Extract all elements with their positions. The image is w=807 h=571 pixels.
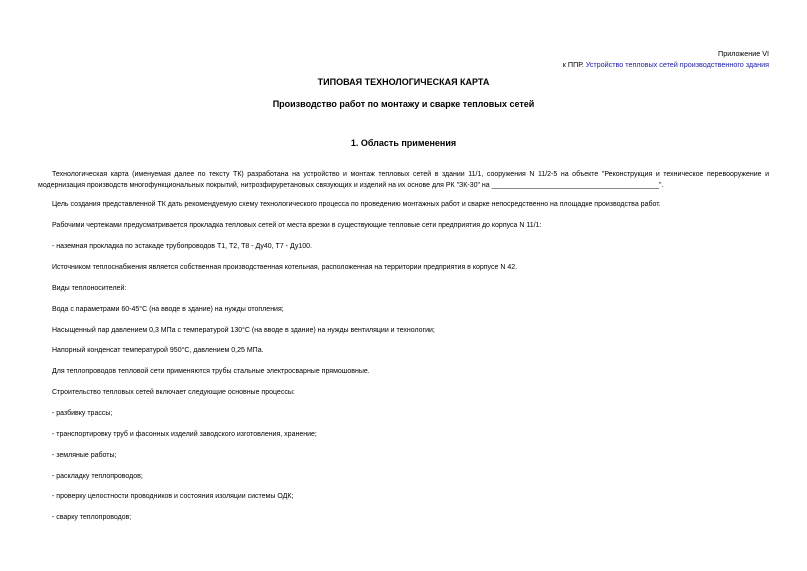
paragraph: Для теплопроводов тепловой сети применяются трубы стальные электросварные прямошовные.	[52, 368, 370, 375]
list-item: - раскладку теплопроводов;	[52, 473, 143, 480]
document-header	[563, 48, 769, 70]
list-item: - сварку теплопроводов;	[52, 514, 132, 521]
list-item: - наземная прокладка по эстакаде трубопроводов Т1, Т2, Т8 - Ду40, Т7 - Ду100.	[52, 243, 312, 250]
appendix-label: Приложение VI	[718, 49, 769, 58]
list-item: - проверку целостности проводников и состояния изоляции системы ОДК;	[52, 493, 294, 500]
appendix-link[interactable]: Устройство тепловых сетей производственного здания	[585, 60, 769, 69]
paragraph: Строительство тепловых сетей включает следующие основные процессы:	[52, 389, 295, 396]
page-subtitle: Производство работ по монтажу и сварке тепловых сетей	[272, 99, 535, 109]
paragraph: Цель создания представленной ТК дать рекомендуемую схему технологического процесса по проведению монтажных работ и сварке непосредственно на площадке производства работ.	[52, 201, 661, 208]
paragraph: Виды теплоносителей:	[52, 285, 127, 292]
paragraph: Насыщенный пар давлением 0,3 МПа с температурой 130°С (на вводе в здание) на нужды вентиляции и технологии;	[52, 327, 435, 334]
paragraph: Напорный конденсат температурой 950°С, давлением 0,25 МПа.	[52, 347, 264, 354]
paragraph: Источником теплоснабжения является собственная производственная котельная, расположенная на территории предприятия в корпусе N 42.	[52, 264, 518, 271]
paragraph: Рабочими чертежами предусматривается прокладка тепловых сетей от места врезки в существующие тепловые сети предприятия до корпуса N 11/1:	[52, 222, 542, 229]
appendix-prefix: к ППР.	[562, 60, 584, 69]
paragraph: Вода с параметрами 60-45°С (на вводе в здание) на нужды отопления;	[52, 306, 284, 313]
list-item: - земляные работы;	[52, 452, 117, 459]
page-title: ТИПОВАЯ ТЕХНОЛОГИЧЕСКАЯ КАРТА	[317, 77, 490, 87]
paragraph: Технологическая карта (именуемая далее по тексту ТК) разработана на устройство и монтаж тепловых сетей в здании 11/1, сооружения N 11/2-5 на объекте "Реконструкция и техническое перевооружение и модернизация производств многофункциональных покрытий, нитрозфируретановых связующих и изделий на их основе для РК "ЗК-30" на ___________________________________________".	[38, 171, 769, 189]
list-item: - транспортировку труб и фасонных изделий заводского изготовления, хранение;	[52, 431, 317, 438]
appendix-reference	[563, 59, 769, 70]
list-item: - разбивку трассы;	[52, 410, 113, 417]
section-heading: 1. Область применения	[350, 138, 457, 148]
